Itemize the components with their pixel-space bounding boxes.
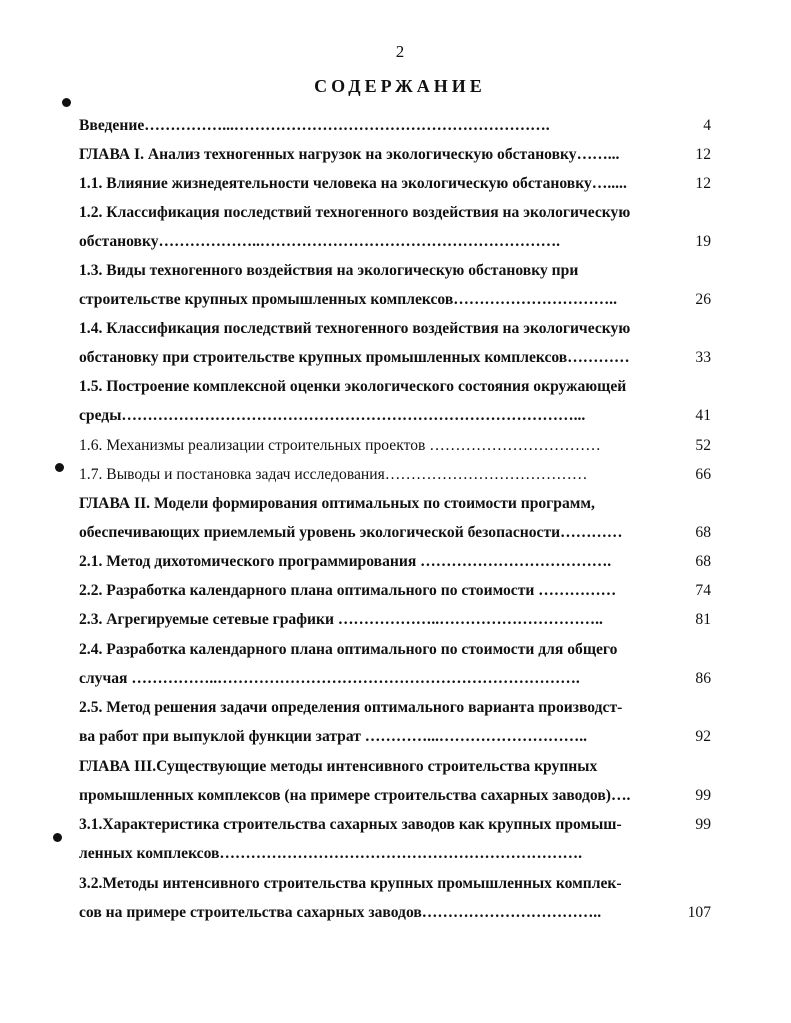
scan-mark [62,98,71,107]
toc-entry-text: ва работ при выпуклой функции затрат …………...……………………….. [79,728,588,745]
toc-entry-text: 1.6. Механизмы реализации строительных проектов …………………………… [79,437,601,454]
toc-entry-page: 41 [695,407,711,424]
toc-entry-text: 2.1. Метод дихотомического программирования ………………………………. [79,553,612,570]
toc-entry-text: 1.4. Классификация последствий техногенного воздействия на экологическую [79,320,631,337]
toc-entry-text: 2.3. Агрегируемые сетевые графики ………………..………………………….. [79,611,603,628]
toc-entry-page: 81 [695,611,711,628]
toc-entry-text: 2.2. Разработка календарного плана оптимального по стоимости …………… [79,582,617,599]
toc-entry-text: 1.5. Построение комплексной оценки экологического состояния окружающей [79,378,627,395]
toc-entry-page: 19 [695,233,711,250]
toc-entry-text: случая ……………..……………………………………………………………. [79,670,580,687]
page-title: СОДЕРЖАНИЕ [314,76,486,96]
toc-entry-text: сов на примере строительства сахарных заводов…………………………….. [79,904,602,921]
toc-entry-text: ГЛАВА II. Модели формирования оптимальных по стоимости программ, [79,495,595,512]
toc-entry-page: 92 [695,728,711,745]
toc-entry-text: 2.4. Разработка календарного плана оптимального по стоимости для общего [79,641,618,658]
toc-entry-text: среды……………………………………………………………………………... [79,407,586,424]
toc-entry-text: 2.5. Метод решения задачи определения оптимального варианта производст- [79,699,623,716]
toc-entry-text: ГЛАВА III.Существующие методы интенсивного строительства крупных [79,758,598,775]
toc-entry-text: обстановку при строительстве крупных промышленных комплексов………… [79,349,630,366]
toc-entry-text: обстановку………………..…………………………………………………. [79,233,561,250]
toc-entry-page: 99 [695,816,711,833]
toc-entry-text: 1.2. Классификация последствий техногенного воздействия на экологическую [79,204,631,221]
toc-entry-text: Введение……………...……………………………………………………. [79,117,550,134]
toc-entry-page: 74 [695,582,711,599]
page-number: 2 [395,42,405,61]
toc-entry-page: 52 [695,437,711,454]
toc-entry-text: обеспечивающих приемлемый уровень экологической безопасности………… [79,524,623,541]
toc-entry-text: 1.1. Влияние жизнедеятельности человека на экологическую обстановку…..... [79,175,627,192]
toc-entry-page: 4 [703,117,711,134]
toc-entry-page: 107 [687,904,711,921]
toc-entry-text: ленных комплексов……………………………………………………………. [79,845,582,862]
toc-entry-text: 3.2.Методы интенсивного строительства крупных промышленных комплек- [79,875,622,892]
toc-entry-text: ГЛАВА I. Анализ техногенных нагрузок на экологическую обстановку……... [79,146,620,163]
toc-entry-page: 86 [695,670,711,687]
toc-entry-text: 1.3. Виды техногенного воздействия на экологическую обстановку при [79,262,579,279]
toc-entry-page: 66 [695,466,711,483]
toc-entry-text: 3.1.Характеристика строительства сахарных заводов как крупных промыш- [79,816,622,833]
toc-entry-page: 12 [695,146,711,163]
toc-entry-page: 68 [695,524,711,541]
toc-entry-page: 33 [695,349,711,366]
toc-entry-page: 26 [695,291,711,308]
toc-entry-text: промышленных комплексов (на примере строительства сахарных заводов)…. [79,787,631,804]
toc-entry-text: строительстве крупных промышленных комплексов………………………….. [79,291,617,308]
toc-entry-text: 1.7. Выводы и постановка задач исследования………………………………… [79,466,588,483]
scan-mark [53,833,62,842]
toc-entry-page: 68 [695,553,711,570]
toc-entry-page: 99 [695,787,711,804]
toc-entry-page: 12 [695,175,711,192]
scan-mark [55,463,64,472]
